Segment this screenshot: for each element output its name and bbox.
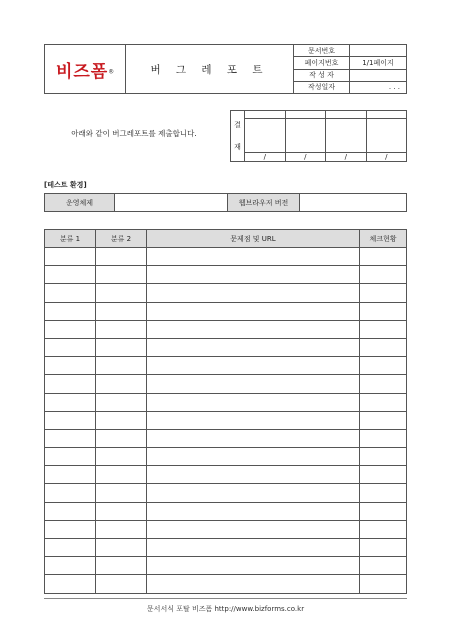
cell-category-1[interactable] [45, 484, 96, 502]
doc-number-value[interactable] [350, 45, 407, 57]
table-row [45, 575, 407, 593]
footer-divider [44, 598, 407, 599]
cell-issue-url[interactable] [147, 520, 360, 538]
cell-category-1[interactable] [45, 557, 96, 575]
cell-category-2[interactable] [96, 557, 147, 575]
cell-category-1[interactable] [45, 448, 96, 466]
cell-issue-url[interactable] [147, 266, 360, 284]
cell-issue-url[interactable] [147, 248, 360, 266]
cell-check-status[interactable] [360, 320, 407, 338]
footer-text: 문서서식 포탈 비즈폼 http://www.bizforms.co.kr [146, 605, 305, 613]
cell-category-1[interactable] [45, 539, 96, 557]
column-header-category-2: 분류 2 [96, 230, 147, 248]
approval-header-cell [326, 111, 367, 119]
cell-issue-url[interactable] [147, 320, 360, 338]
cell-category-2[interactable] [96, 320, 147, 338]
approval-label-bottom: 재 [234, 143, 241, 151]
cell-category-1[interactable] [45, 575, 96, 593]
os-value[interactable] [115, 194, 228, 212]
page-number-value[interactable]: 1/1페이지 [350, 57, 407, 69]
cell-category-2[interactable] [96, 575, 147, 593]
cell-category-1[interactable] [45, 411, 96, 429]
approval-header-cell [285, 111, 326, 119]
approval-label [231, 111, 245, 162]
column-header-check-status: 체크현황 [360, 230, 407, 248]
cell-category-2[interactable] [96, 266, 147, 284]
cell-check-status[interactable] [360, 248, 407, 266]
cell-check-status[interactable] [360, 448, 407, 466]
cell-category-2[interactable] [96, 248, 147, 266]
table-row [45, 320, 407, 338]
cell-check-status[interactable] [360, 338, 407, 356]
approval-sign-cell[interactable] [285, 119, 326, 153]
cell-issue-url[interactable] [147, 429, 360, 447]
cell-issue-url[interactable] [147, 393, 360, 411]
table-row [45, 248, 407, 266]
cell-issue-url[interactable] [147, 502, 360, 520]
approval-sign-cell[interactable] [245, 119, 286, 153]
cell-check-status[interactable] [360, 411, 407, 429]
bug-table [44, 229, 407, 594]
cell-check-status[interactable] [360, 375, 407, 393]
approval-date-cell[interactable]: / [366, 152, 407, 161]
cell-check-status[interactable] [360, 484, 407, 502]
author-value[interactable] [350, 69, 407, 81]
cell-category-2[interactable] [96, 484, 147, 502]
cell-category-1[interactable] [45, 248, 96, 266]
cell-category-2[interactable] [96, 539, 147, 557]
table-row [45, 284, 407, 302]
document-header [44, 44, 407, 94]
table-row [45, 393, 407, 411]
cell-issue-url[interactable] [147, 302, 360, 320]
cell-issue-url[interactable] [147, 338, 360, 356]
cell-check-status[interactable] [360, 357, 407, 375]
table-row [45, 357, 407, 375]
cell-category-2[interactable] [96, 448, 147, 466]
cell-category-1[interactable] [45, 320, 96, 338]
cell-category-2[interactable] [96, 393, 147, 411]
cell-issue-url[interactable] [147, 448, 360, 466]
cell-category-1[interactable] [45, 302, 96, 320]
cell-check-status[interactable] [360, 539, 407, 557]
cell-issue-url[interactable] [147, 575, 360, 593]
author-label: 작 성 자 [294, 69, 350, 81]
approval-date-cell[interactable]: / [326, 152, 367, 161]
cell-check-status[interactable] [360, 302, 407, 320]
table-row [45, 266, 407, 284]
cell-category-2[interactable] [96, 466, 147, 484]
page-title: 버 그 레 포 트 [150, 63, 269, 76]
logo [45, 45, 126, 94]
approval-header-cell [245, 111, 286, 119]
cell-category-2[interactable] [96, 429, 147, 447]
cell-category-1[interactable] [45, 520, 96, 538]
approval-header-cell [366, 111, 407, 119]
bug-table-body [45, 248, 407, 594]
approval-sign-cell[interactable] [366, 119, 407, 153]
os-label: 운영체제 [45, 194, 115, 212]
cell-issue-url[interactable] [147, 539, 360, 557]
cell-category-2[interactable] [96, 520, 147, 538]
approval-date-cell[interactable]: / [285, 152, 326, 161]
table-row [45, 448, 407, 466]
table-row [45, 466, 407, 484]
approval-sign-cell[interactable] [326, 119, 367, 153]
cell-category-1[interactable] [45, 466, 96, 484]
cell-check-status[interactable] [360, 393, 407, 411]
table-row [45, 411, 407, 429]
table-row [45, 338, 407, 356]
cell-check-status[interactable] [360, 284, 407, 302]
title-cell [126, 45, 294, 94]
cell-check-status[interactable] [360, 429, 407, 447]
cell-category-2[interactable] [96, 284, 147, 302]
cell-issue-url[interactable] [147, 484, 360, 502]
cell-category-1[interactable] [45, 284, 96, 302]
cell-issue-url[interactable] [147, 284, 360, 302]
browser-version-value[interactable] [300, 194, 407, 212]
table-row [45, 429, 407, 447]
column-header-issue-url: 문제점 및 URL [147, 230, 360, 248]
cell-issue-url[interactable] [147, 557, 360, 575]
cell-check-status[interactable] [360, 502, 407, 520]
cell-category-2[interactable] [96, 338, 147, 356]
cell-check-status[interactable] [360, 557, 407, 575]
cell-category-1[interactable] [45, 429, 96, 447]
cell-issue-url[interactable] [147, 375, 360, 393]
test-environment-table [44, 193, 407, 212]
table-row [45, 539, 407, 557]
cell-category-1[interactable] [45, 357, 96, 375]
cell-category-1[interactable] [45, 375, 96, 393]
cell-check-status[interactable] [360, 575, 407, 593]
cell-check-status[interactable] [360, 520, 407, 538]
registered-mark: ® [108, 69, 115, 76]
cell-category-2[interactable] [96, 411, 147, 429]
browser-version-label: 웹브라우저 버전 [228, 194, 300, 212]
cell-category-1[interactable] [45, 266, 96, 284]
section-title-test-env: [테스트 환경] [44, 181, 87, 189]
cell-category-2[interactable] [96, 302, 147, 320]
table-row [45, 557, 407, 575]
table-row [45, 302, 407, 320]
cell-category-2[interactable] [96, 375, 147, 393]
cell-category-1[interactable] [45, 393, 96, 411]
cell-issue-url[interactable] [147, 411, 360, 429]
logo-text: 비즈폼 [55, 61, 109, 82]
page-number-label: 페이지번호 [294, 57, 350, 69]
table-row [45, 375, 407, 393]
report-statement: 아래와 같이 버그레포트를 제출합니다. [71, 129, 197, 138]
approval-label-top: 결 [234, 121, 241, 129]
date-label: 작성일자 [294, 81, 350, 93]
column-header-category-1: 분류 1 [45, 230, 96, 248]
table-row [45, 520, 407, 538]
cell-category-2[interactable] [96, 502, 147, 520]
cell-category-2[interactable] [96, 357, 147, 375]
cell-check-status[interactable] [360, 266, 407, 284]
cell-category-1[interactable] [45, 338, 96, 356]
cell-category-1[interactable] [45, 502, 96, 520]
approval-date-cell[interactable]: / [245, 152, 286, 161]
table-row [45, 484, 407, 502]
cell-issue-url[interactable] [147, 357, 360, 375]
cell-issue-url[interactable] [147, 466, 360, 484]
doc-number-label: 문서번호 [294, 45, 350, 57]
cell-check-status[interactable] [360, 466, 407, 484]
approval-box [230, 110, 407, 162]
table-row [45, 502, 407, 520]
date-value[interactable]: . . . [350, 81, 407, 93]
